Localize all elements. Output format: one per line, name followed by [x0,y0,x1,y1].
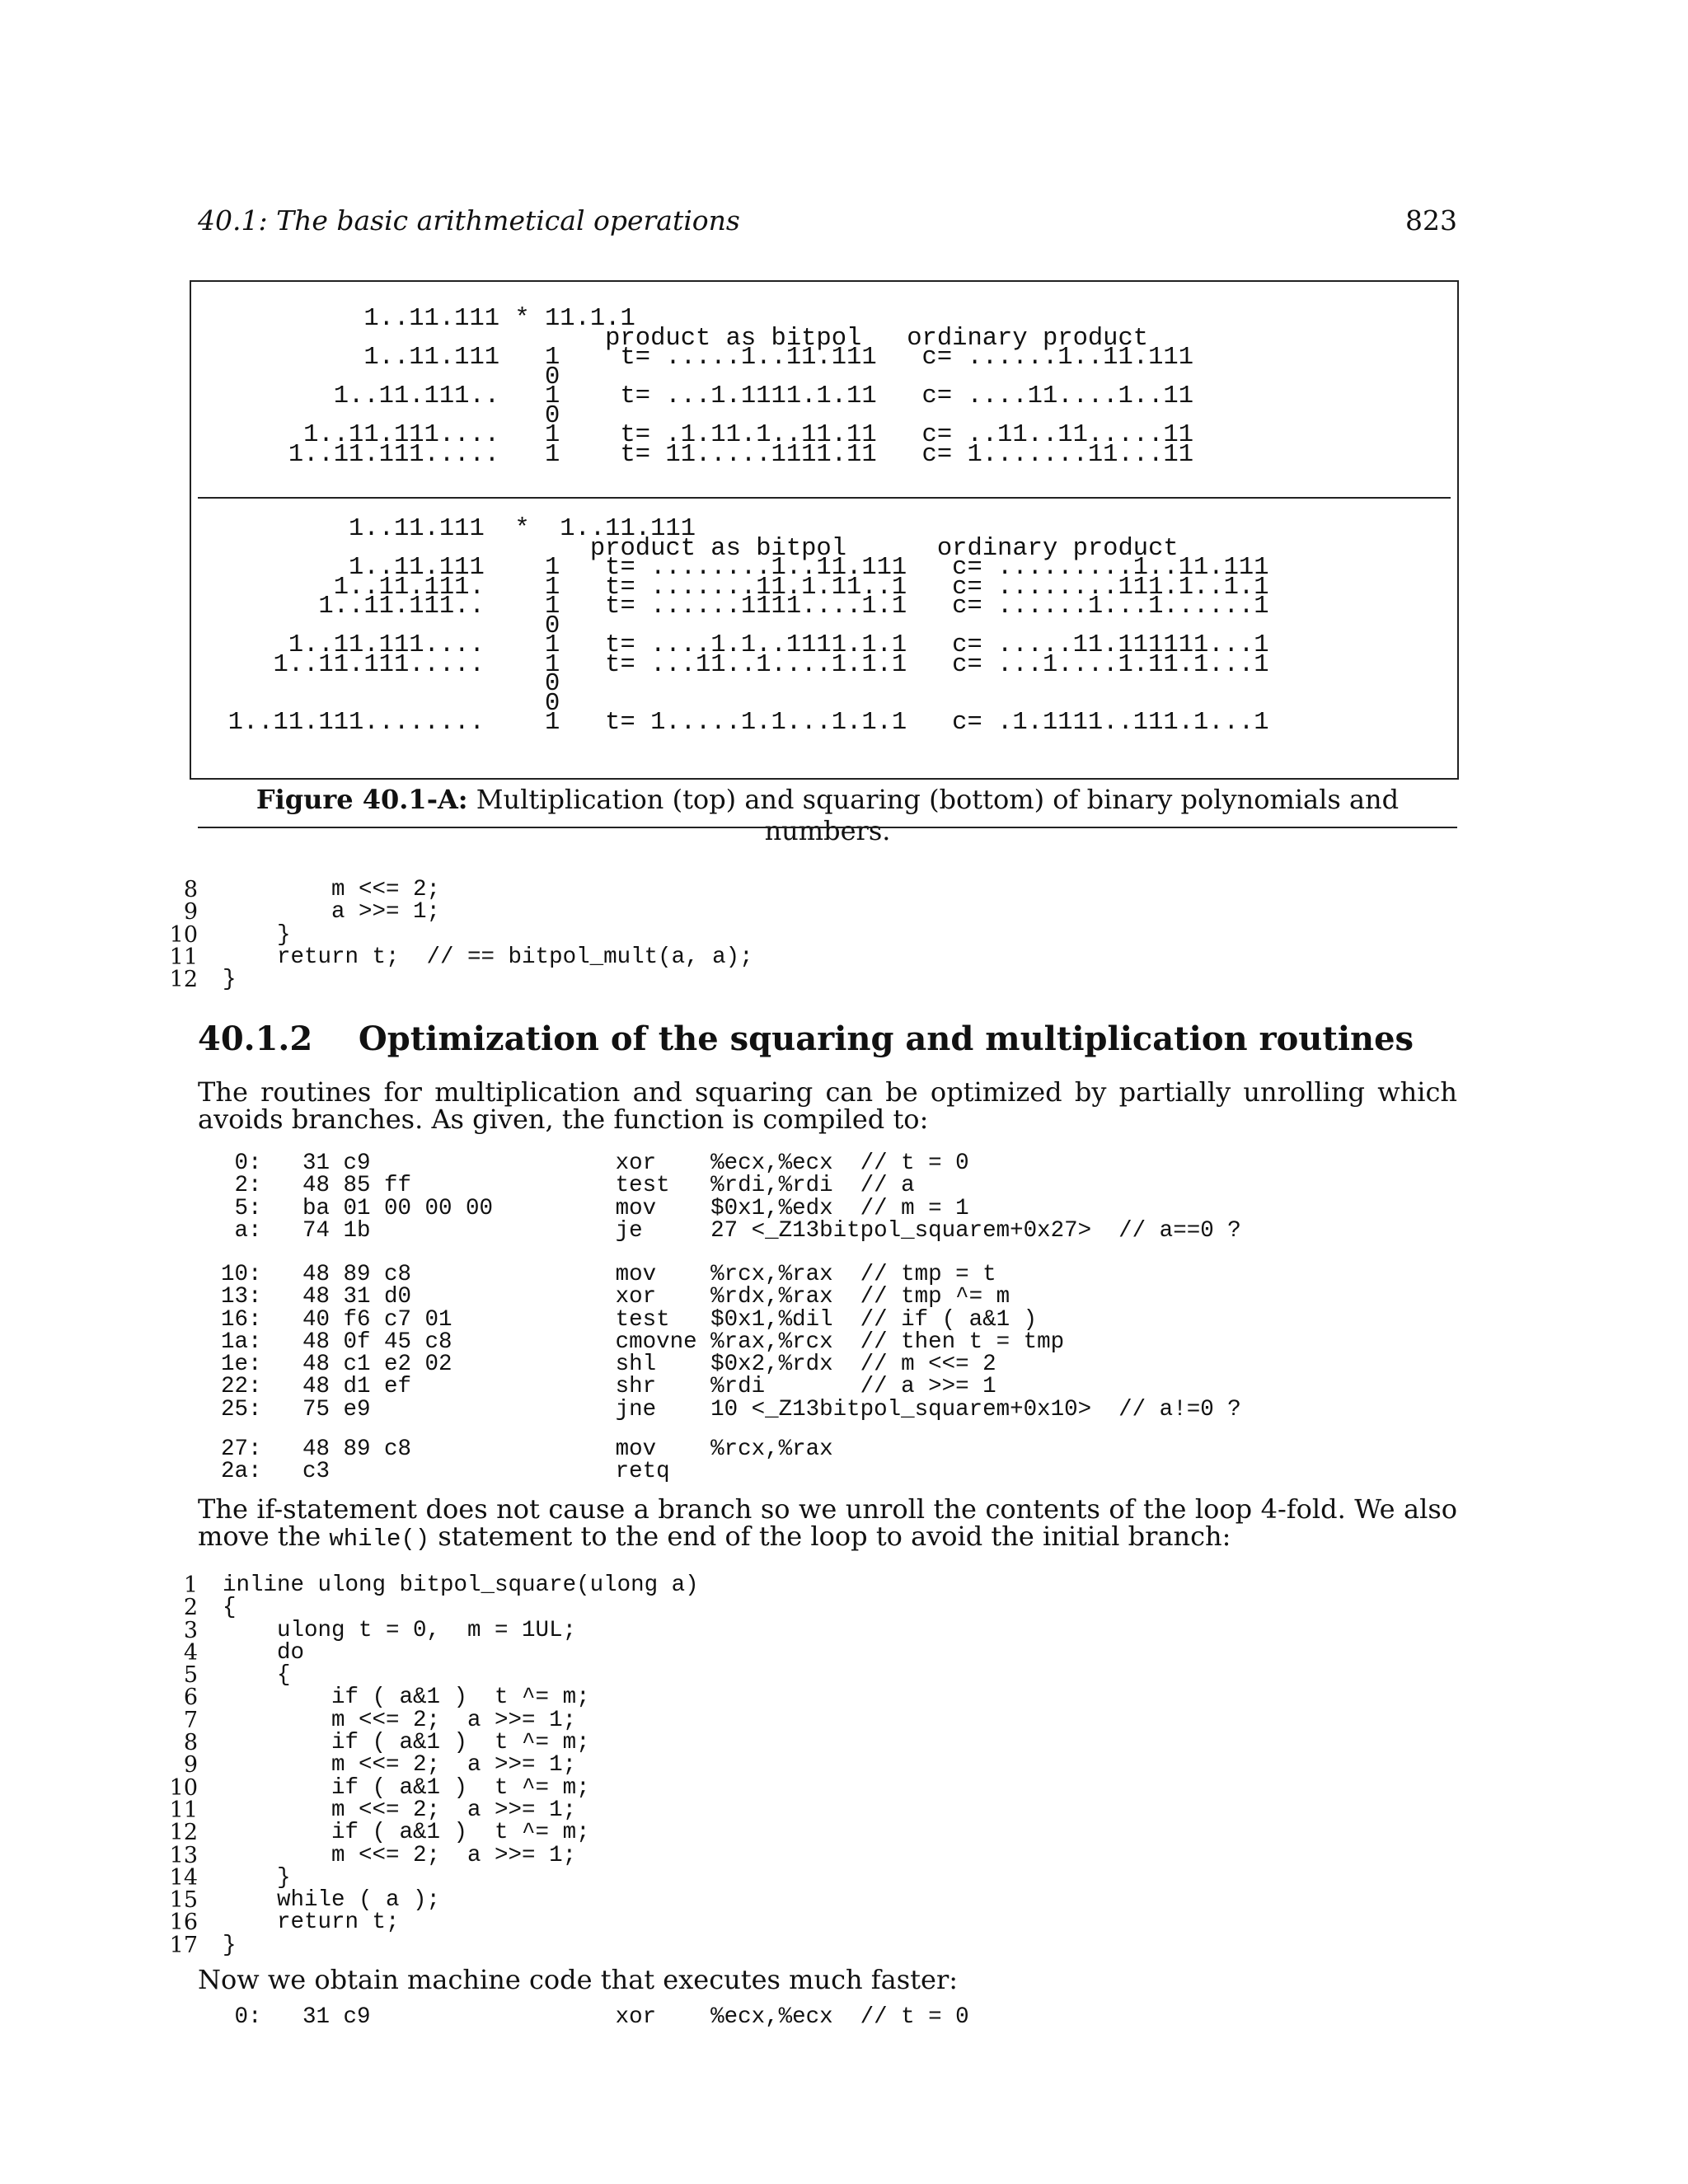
code-line [169,944,753,970]
code-text: a >>= 1; [223,899,441,926]
paragraph-unroll-text-1: The if-statement does not cause a branch so we unroll the contents of the loop 4-fold. We also move the [198,1493,1457,1552]
code-line [183,1662,699,1689]
code-line [183,1617,699,1643]
code-text: if ( a&1 ) t ^= m; [223,1685,590,1711]
code-text: inline ulong bitpol_square(ulong a) [223,1572,699,1598]
code-line [183,899,753,926]
code-line [183,1730,699,1756]
line-number: 11 [169,1797,198,1823]
paragraph-unroll [198,1493,1457,1553]
line-number: 13 [169,1842,198,1868]
line-number: 10 [169,1774,198,1801]
code-text: } [223,1932,237,1958]
code-text: if ( a&1 ) t ^= m; [223,1820,590,1846]
line-number: 8 [183,877,198,902]
code-text: m <<= 2; a >>= 1; [223,1707,577,1733]
code-text: } [223,967,237,993]
code-text: return t; // == bitpol_mult(a, a); [223,944,753,970]
code-line [169,1820,699,1846]
running-head [198,204,1457,241]
line-number: 5 [183,1662,198,1689]
line-number: 7 [183,1707,198,1733]
code-text: } [223,921,291,948]
line-number: 16 [169,1910,198,1936]
code-text: m <<= 2; a >>= 1; [223,1842,577,1868]
code-text: m <<= 2; a >>= 1; [223,1797,577,1823]
code-line [169,1910,699,1936]
line-number: 14 [169,1864,198,1891]
code-text: ulong t = 0, m = 1UL; [223,1617,577,1643]
figure-caption-text: Multiplication (top) and squaring (bottom) of binary polynomials and numbers. [467,784,1400,846]
code-line [183,1685,699,1711]
section-heading: 40.1.2 Optimization of the squaring and multiplication routines [198,1019,1414,1058]
code-line [183,1595,699,1621]
code-text: return t; [223,1910,400,1936]
line-number: 12 [169,1820,198,1846]
assembly-block-setup: 0: 31 c9 xor %ecx,%ecx // t = 0 2: 48 85 ff test %rdi,%rdi // a 5: ba 01 00 00 00 mov $0x1,%edx // m = 1 a: 74 1b je 27 <_Z13bitpol_squarem+0x27> // a==0 ? [234,1151,1241,1244]
code-line [169,1842,699,1868]
code-text: m <<= 2; [223,877,441,902]
running-head-title: 40.1: The basic arithmetical operations [198,204,740,237]
code-line [169,1864,699,1891]
line-number: 3 [183,1617,198,1643]
line-number: 9 [183,899,198,926]
line-number: 10 [169,921,198,948]
code-line [183,1572,699,1598]
code-listing-bitpol-square [169,1572,699,1958]
code-text: m <<= 2; a >>= 1; [223,1752,577,1779]
line-number: 17 [169,1932,198,1958]
code-line [169,967,753,993]
inline-code-while: while() [329,1525,430,1553]
code-text: do [223,1639,305,1666]
code-listing-continuation [169,877,753,993]
code-line [183,1752,699,1779]
code-line [169,1797,699,1823]
assembly-block-loop: 10: 48 89 c8 mov %rcx,%rax // tmp = t 13: 48 31 d0 xor %rdx,%rax // tmp ^= m 16: 40 f6 c7 01 test $0x1,%dil // if ( a&1 ) 1a: 48 0f 45 c8 cmovne %rax,%rcx // then t = tmp 1e: 48 c1 e2 02 shl $0x2,%rdx // m <<= 2 22: 48 d1 ef shr %rdi // a >>= 1 25: 75 e9 jne 10 <_Z13bitpol_squarem+0x10> // a!=0 ? [221,1262,1241,1422]
page-number: 823 [1405,204,1457,237]
code-line [183,877,753,902]
paragraph-unroll-text-2: statement to the end of the loop to avoid the initial branch: [429,1520,1231,1552]
figure-divider [198,497,1451,499]
code-line [183,1707,699,1733]
line-number: 6 [183,1685,198,1711]
code-line [169,1932,699,1958]
figure-multiplication-table: 1..11.111 * 11.1.1 product as bitpol ordinary product 1..11.111 1 t= .....1..11.111 c= ......1..11.111 0 1..11.111.. 1 t= ...1.1111.1.11 c= ....11....1..11 0 1..11.111.... 1 t= .1.11.1..11.11 c= ..11..11.....11 1..11.111..... 1 t= 11.....1111.11 c= 1.......11...11 [288,305,1193,469]
line-number: 11 [169,944,198,970]
code-text: { [223,1662,291,1689]
line-number: 15 [169,1887,198,1914]
assembly-block-return: 27: 48 89 c8 mov %rcx,%rax 2a: c3 retq [221,1436,833,1485]
line-number: 9 [183,1752,198,1779]
line-number: 1 [183,1572,198,1598]
paragraph-intro: The routines for multiplication and squaring can be optimized by partially unrolling which avoids branches. As given, the function is compiled to: [198,1076,1457,1135]
code-line [183,1639,699,1666]
code-line [169,1887,699,1914]
code-text: { [223,1595,237,1621]
line-number: 8 [183,1730,198,1756]
caption-rule [198,827,1457,828]
code-line [169,1774,699,1801]
figure-squaring-table: 1..11.111 * 1..11.111 product as bitpol ordinary product 1..11.111 1 t= ........1..11.111 c= .........1..11.111 1..11.111. 1 t= .......11.1.11..1 c= ........111.1..1.1 1..11.111.. 1 t= ......1111....1.1 c= ......1...1......1 0 1..11.111.... 1 t= ....1.1..1111.1.1 c= .....11.111111...1 1..11.111..... 1 t= ...11..1....1.1.1 c= ...1....1.11.1...1 0 0 1..11.111........ 1 t= 1.....1.1...1.1.1 c= .1.1111..111.1...1 [227,515,1269,737]
figure-caption-label: Figure 40.1-A: [256,784,468,815]
line-number: 4 [183,1639,198,1666]
code-text: if ( a&1 ) t ^= m; [223,1774,590,1801]
code-text: if ( a&1 ) t ^= m; [223,1730,590,1756]
line-number: 12 [169,967,198,993]
line-number: 2 [183,1595,198,1621]
code-text: while ( a ); [223,1887,441,1914]
code-text: } [223,1864,291,1891]
figure-caption [198,784,1457,846]
paragraph-faster: Now we obtain machine code that executes much faster: [198,1964,959,1995]
code-line [169,921,753,948]
assembly-block-unrolled: 0: 31 c9 xor %ecx,%ecx // t = 0 [221,2004,969,2030]
